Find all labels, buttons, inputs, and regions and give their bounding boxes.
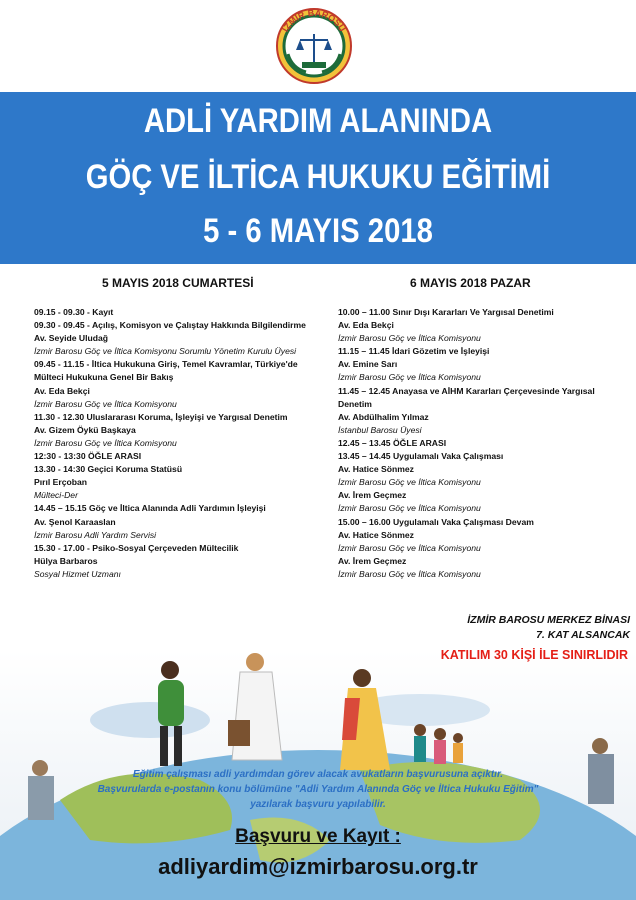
speaker-affiliation: İzmir Barosu Göç ve İltica Komisyonu bbox=[338, 568, 481, 579]
schedule-item: Av. Gizem Öykü Başkaya bbox=[34, 424, 136, 435]
title-banner bbox=[0, 92, 636, 264]
schedule-item: 12.45 – 13.45 ÖĞLE ARASI bbox=[338, 437, 447, 448]
schedule-item: 13.30 - 14:30 Geçici Koruma Statüsü bbox=[34, 464, 183, 475]
schedule-item: 15.00 – 16.00 Uygulamalı Vaka Çalışması Devam bbox=[338, 516, 534, 527]
schedule-item: 14.45 – 15.15 Göç ve İltica Alanında Adli Yardımın İşleyişi bbox=[34, 503, 266, 514]
schedule-item: Pırıl Erçoban bbox=[34, 477, 88, 488]
application-note: yazılarak başvuru yapılabilir. bbox=[250, 799, 386, 810]
schedule-item: Av. Eda Bekçi bbox=[338, 320, 394, 331]
speaker-affiliation: İstanbul Barosu Üyesi bbox=[338, 424, 422, 435]
schedule-item: 11.30 - 12.30 Uluslararası Koruma, İşleyişi ve Yargısal Denetim bbox=[34, 411, 288, 422]
title-line-2: GÖÇ VE İLTİCA HUKUKU EĞİTİMİ bbox=[85, 158, 551, 196]
speaker-affiliation: Sosyal Hizmet Uzmanı bbox=[34, 568, 121, 579]
logo-text: İZMİR BAROSU bbox=[280, 7, 348, 34]
schedule-item: Av. İrem Geçmez bbox=[338, 490, 407, 501]
speaker-affiliation: İzmir Barosu Göç ve İltica Komisyonu bbox=[338, 333, 481, 344]
day1-schedule bbox=[34, 306, 326, 581]
schedule-item: Av. Hatice Sönmez bbox=[338, 464, 414, 475]
speaker-affiliation: İzmir Barosu Göç ve İltica Komisyonu bbox=[338, 542, 481, 553]
schedule-item: 13.45 – 14.45 Uygulamalı Vaka Çalışması bbox=[338, 451, 504, 462]
schedule-item: Av. Şenol Karaaslan bbox=[34, 516, 116, 527]
contact-email[interactable]: adliyardim@izmirbarosu.org.tr bbox=[158, 854, 478, 879]
speaker-affiliation: İzmir Barosu Göç ve İltica Komisyonu bbox=[338, 477, 481, 488]
schedule-item: 09.15 - 09.30 - Kayıt bbox=[34, 307, 114, 317]
speaker-affiliation: İzmir Barosu Göç ve İltica Komisyonu bbox=[338, 503, 481, 514]
schedule-item: Hülya Barbaros bbox=[34, 555, 98, 566]
venue-floor: 7. KAT ALSANCAK bbox=[536, 629, 630, 641]
day2-heading: 6 MAYIS 2018 PAZAR bbox=[410, 276, 531, 290]
schedule-item: Av. Abdülhalim Yılmaz bbox=[338, 411, 429, 422]
day2-schedule bbox=[338, 306, 602, 581]
application-heading: Başvuru ve Kayıt : bbox=[235, 826, 401, 847]
eligibility-note: Eğitim çalışması adli yardımdan görev alacak avukatların başvurusuna açıktır. bbox=[132, 769, 504, 780]
schedule-item: 09.45 - 11.15 - İltica Hukukuna Giriş, Temel Kavramlar, Türkiye'de Mülteci Hukukuna Genel Bir Bakış bbox=[34, 359, 298, 383]
schedule-item: Av. Hatice Sönmez bbox=[338, 529, 414, 540]
schedule-item: 15.30 - 17.00 - Psiko-Sosyal Çerçeveden Mültecilik bbox=[34, 542, 239, 553]
schedule-item: Av. Eda Bekçi bbox=[34, 385, 90, 396]
title-line-1: ADLİ YARDIM ALANINDA bbox=[143, 102, 493, 140]
schedule-item: 11.45 – 12.45 Anayasa ve AİHM Kararları Çerçevesinde Yargısal Denetim bbox=[338, 385, 595, 409]
schedule-item: 09.30 - 09.45 - Açılış, Komisyon ve Çalıştay Hakkında Bilgilendirme bbox=[34, 320, 306, 331]
title-dates: 5 - 6 MAYIS 2018 bbox=[203, 212, 433, 250]
speaker-affiliation: İzmir Barosu Adli Yardım Servisi bbox=[34, 529, 157, 540]
schedule-item: Av. Emine Sarı bbox=[338, 359, 398, 370]
participation-limit: KATILIM 30 KİŞİ İLE SINIRLIDIR bbox=[440, 648, 628, 662]
schedule-item: 12:30 - 13:30 ÖĞLE ARASI bbox=[34, 451, 142, 462]
schedule-item: Av. İrem Geçmez bbox=[338, 555, 407, 566]
izmir-barosu-logo bbox=[266, 6, 362, 86]
speaker-affiliation: İzmir Barosu Göç ve İltica Komisyonu bbox=[34, 398, 177, 409]
schedule-item: 10.00 – 11.00 Sınır Dışı Kararları Ve Yargısal Denetimi bbox=[338, 307, 554, 317]
speaker-affiliation: İzmir Barosu Göç ve İltica Komisyonu bbox=[34, 437, 177, 448]
schedule-item: Av. Seyide Uludağ bbox=[34, 333, 109, 344]
venue-building: İZMİR BAROSU MERKEZ BİNASI bbox=[467, 614, 630, 626]
speaker-affiliation: Mülteci-Der bbox=[34, 490, 78, 501]
speaker-affiliation: İzmir Barosu Göç ve İltica Komisyonu Sorumlu Yönetim Kurulu Üyesi bbox=[34, 346, 297, 357]
speaker-affiliation: İzmir Barosu Göç ve İltica Komisyonu bbox=[338, 372, 481, 383]
schedule-item: 11.15 – 11.45 İdari Gözetim ve İşleyişi bbox=[338, 346, 490, 357]
day1-heading: 5 MAYIS 2018 CUMARTESİ bbox=[102, 276, 254, 290]
email-subject-note: Başvurularda e-postanın konu bölümüne "Adli Yardım Alanında Göç ve İltica Hukuku Eğitim" bbox=[97, 784, 539, 795]
